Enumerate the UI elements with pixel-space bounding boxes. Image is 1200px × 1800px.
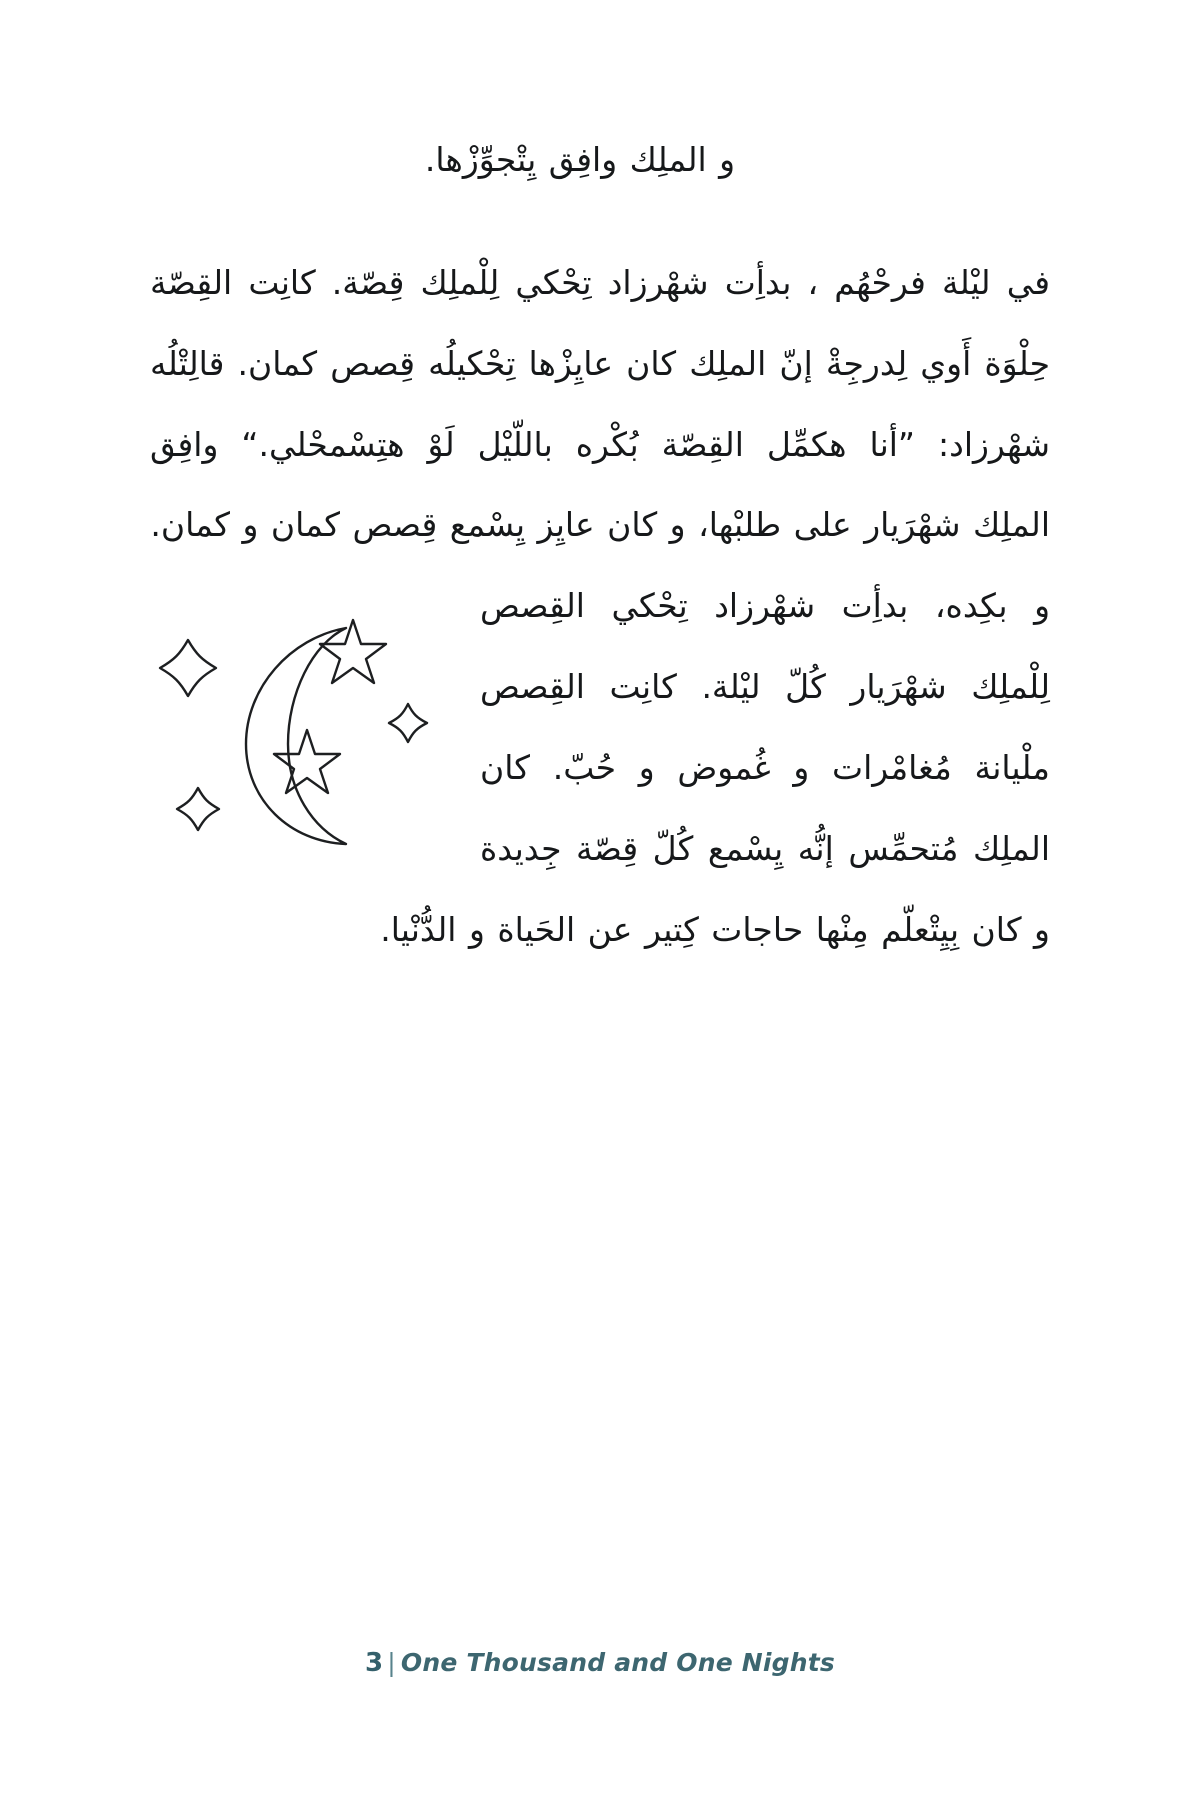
footer-inner <box>365 1648 835 1678</box>
paragraph-2: في ليْلة فرحْهُم ، بدأِت شهْرزاد تِحْكي لِلْملِك قِصّة. كانِت القِصّة حِلْوَة أَوي لِدرجِةْ إنّ الملِك كان عايِزْها تِحْكيلُه قِصص كمان. قالِتْلُه شهْرزاد: ”أنا هكمِّل القِصّة بُكْره باللّيْل لَوْ هتِسْمحْلي.“ وافِق الملِك شهْرَيار على طلبْها، و كان عايِز يِسْمع قِصص كمان و كمان. <box>150 262 1050 545</box>
book-title: One Thousand and One Nights <box>400 1648 835 1677</box>
sparkle-icon-lower-left <box>177 788 219 830</box>
star-icon-center <box>274 730 340 793</box>
paragraph-1: و الملِك وافِق يِتْجوِّزْها. <box>424 140 736 179</box>
star-icon-top <box>320 620 386 683</box>
footer-separator: | <box>387 1648 396 1677</box>
paragraph-3: و بكِده، بدأِت شهْرزاد تِحْكي القِصص لِلْملِك شهْرَيار كُلّ ليْلة. كانِت القِصص ملْيانة مُغامْرات و غُموض و حُبّ. كان الملِك مُتحمِّس إنُّه يِسْمع كُلّ قِصّة جِديدة و كان بِيِتْعلّم مِنْها حاجات كِتير عن الحَياة و الدُّنْيا. <box>380 586 1050 949</box>
moon-shape <box>246 628 346 844</box>
crescent-moon-and-stars-illustration <box>150 592 450 852</box>
page-footer <box>0 1648 1200 1678</box>
page-number: 3 <box>365 1648 384 1678</box>
story-body <box>150 120 1050 970</box>
sparkle-icon-right <box>389 704 427 742</box>
sparkle-icon-upper-left <box>160 640 216 696</box>
